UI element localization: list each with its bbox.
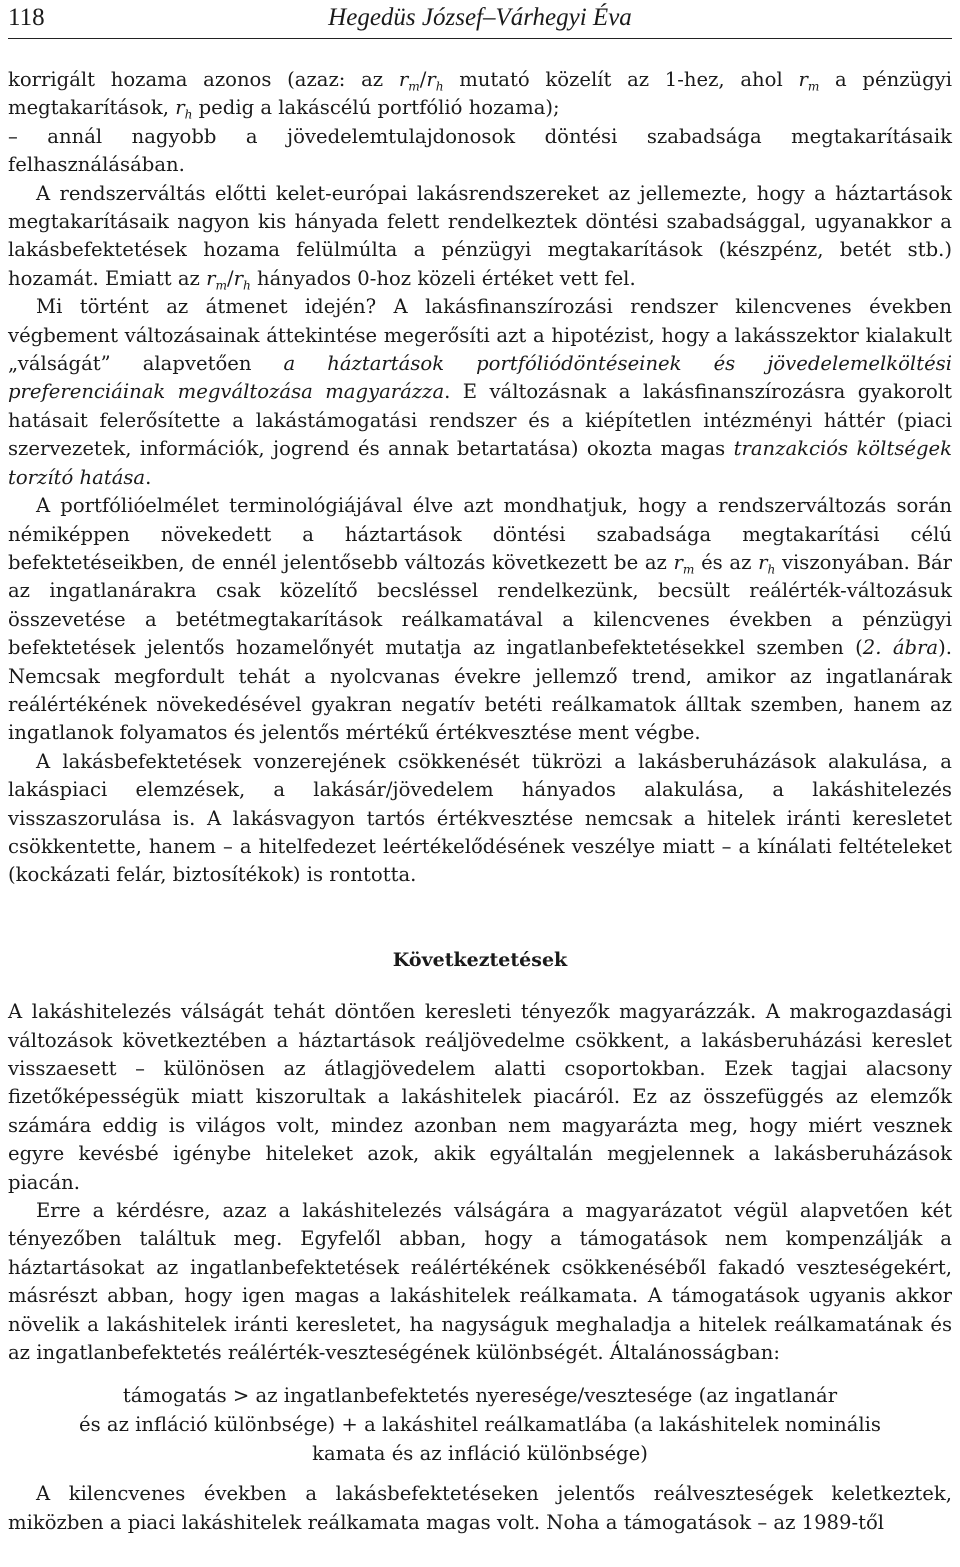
figure-reference: 2. ábra: [862, 636, 939, 660]
article-body: [8, 66, 952, 1537]
var-r: r: [673, 550, 683, 574]
formula-line-1: támogatás > az ingatlanbefektetés nyeresége/vesztesége (az ingatlanár: [122, 1384, 838, 1408]
subscript: h: [435, 79, 444, 94]
inequality-formula: [8, 1381, 952, 1468]
var-r: r: [758, 550, 768, 574]
text-run: ). Nemcsak megfordult tehát a nyolcvanas évekre jellemző trend, amikor az ingatlanárak reálértékének növekedésével gyakran negatív betéti reálkamatok álltak szemben, hanem az ingatlanok folyamatos és jelentős mértékű értékvesztése ment végbe.: [8, 636, 952, 745]
subscript: m: [682, 562, 695, 577]
text-run: a pénzügyi megtakarítások,: [8, 68, 953, 120]
paragraph-7: A lakáshitelezés válságát tehát döntően keresleti tényezők magyarázzák. A makrogazdasági változások következtében a háztartások reáljövedelme csökkent, a lakásberuházási kereslet visszaesett – különösen az átlagjövedelem alatti csoportokban. Ezek tagjai alacsony fizetőképességük miatt kiszorultak a lakáshitelek piacáról. Ez az összefüggés az elemzők számára eddig is világos volt, mindez azonban nem magyarázta meg, hogy miért vesznek egyre kevésbé igénybe hiteleket azok, akik egyáltalán megjelennek a lakásberuházások piacán.: [8, 1000, 952, 1194]
formula-line-2: és az infláció különbsége) + a lakáshitel reálkamatlába (a lakáshitelek nominális: [79, 1413, 881, 1437]
page-header: [8, 0, 952, 39]
text-run: Mi történt az átmenet idején? A lakásfinanszírozási rendszer kilencvenes években végbement változásainak áttekintése megerősíti azt a hipotézist, hogy a lakásszektor kialakult „válságát” alapvetően: [8, 295, 952, 376]
italic-phrase: a háztartások portfóliódöntéseinek és jövedelemelköltési preferenciáinak megváltozása magyarázza: [8, 352, 952, 404]
var-r: r: [798, 68, 808, 91]
text-run: hányados 0-hoz közeli értéket vett fel.: [250, 266, 636, 290]
text-run: A rendszerváltás előtti kelet-európai lakásrendszereket az jellemezte, hogy a háztartások megtakarításaik nagyon kis hányada felett rendelkeztek döntési szabadsággal, ugyanakkor a lakásbefektetések hozama felülmúlta a pénzügyi megtakarítások (készpénz, betét stb.) hozamát. Emiatt az: [8, 181, 952, 290]
var-r: r: [206, 266, 216, 290]
var-r: r: [233, 266, 243, 290]
subscript: m: [807, 79, 820, 94]
subscript: m: [408, 79, 420, 94]
var-r: r: [398, 68, 409, 91]
paragraph-1: [8, 66, 952, 123]
paragraph-4: [8, 293, 952, 492]
italic-phrase: tranzakciós költségek torzító hatása: [8, 437, 952, 489]
paragraph-6: A lakásbefektetések vonzerejének csökkenését tükrözi a lakásberuházások alakulása, a lakáspiaci elemzések, a lakásár/jövedelem hányados alakulása, a lakáshitelezés visszaszorulása is. A lakásvagyon tartós értékvesztése nemcsak a hitelek iránti keresletet csökkentette, hanem – a hitelfedezet leértékelődésének veszélye miatt – a kínálati feltételeket (kockázati felár, biztosítékok) is rontotta.: [8, 749, 952, 887]
section-heading: Következtetések: [392, 948, 568, 971]
text-run: /: [419, 68, 427, 91]
text-run: .: [145, 465, 152, 489]
paragraph-2: – annál nagyobb a jövedelemtulajdonosok döntési szabadsága megtakarításaik felhasználásában.: [8, 124, 952, 177]
text-run: A portfólióelmélet terminológiájával élve azt mondhatjuk, hogy a rendszerváltozás során némiképpen növekedett a háztartások döntési szabadsága megtakarítási célú befektetéseikben, de ennél jelentősebb változás következett be az: [8, 494, 952, 574]
paragraph-5: [8, 492, 952, 748]
page-number: 118: [8, 4, 45, 31]
text-run: pedig a lakáscélú portfólió hozama);: [192, 96, 560, 120]
paragraph-8: Erre a kérdésre, azaz a lakáshitelezés válságára a magyarázatot végül alapvetően két tényezőben találtuk meg. Egyfelől abban, hogy a támogatások nem kompenzálják a háztartásokat az ingatlanbefektetések reálértékének csökkenéséből fakadó veszteségekért, másrészt abban, hogy igen magas a lakáshitelek reálkamata. A támogatások ugyanis akkor növelik a lakáshitelek iránti keresletet, ha nagyságuk meghaladja a hitelek reálkamatának és az ingatlanbefektetés reálérték-veszteségének különbségét. Általánosságban:: [8, 1199, 952, 1365]
subscript: h: [184, 107, 193, 122]
subscript: m: [215, 278, 227, 293]
paragraph-9: A kilencvenes években a lakásbefektetéseken jelentős reálveszteségek keletkeztek, miközben a piaci lakáshitelek reálkamata magas volt. Noha a támogatások – az 1989-től: [8, 1482, 952, 1534]
var-r: r: [426, 68, 436, 91]
paragraph-3: [8, 180, 952, 294]
var-r: r: [175, 96, 185, 120]
text-run: és az: [694, 550, 759, 574]
text-run: . E változásnak a lakásfinanszírozásra gyakorolt hatásait felerősítette a lakástámogatási rendszer és a kiépítetlen intézményi háttér (piaci szervezetek, információk, jogrend és annak betartatása) okozta magas: [8, 380, 952, 461]
text-run: /: [226, 266, 234, 290]
running-title: Hegedüs József–Várhegyi Éva: [328, 4, 632, 31]
text-run: korrigált hozama azonos (azaz: az: [8, 68, 399, 91]
formula-line-3: kamata és az infláció különbsége): [312, 1442, 648, 1466]
subscript: h: [242, 278, 251, 293]
text-run: mutató közelít az 1-hez, ahol: [443, 68, 799, 91]
subscript: h: [767, 562, 776, 577]
text-run: viszonyában. Bár az ingatlanárakra csak közelítő becsléssel rendelkezünk, becsült reálérték-változásuk összevetése a betétmegtakarítások reálkamatával a kilencvenes években a pénzügyi befektetések jelentős hozamelőnyét mutatja az ingatlanbefektetésekkel szemben (: [8, 550, 953, 660]
